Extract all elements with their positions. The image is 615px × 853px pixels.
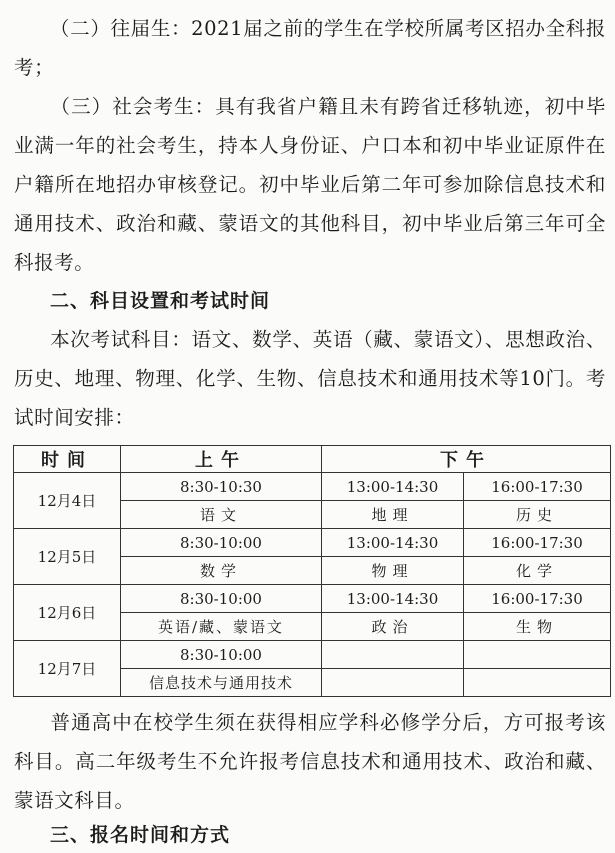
- date-cell: 12月5日: [14, 529, 121, 585]
- subject-cell: 物理: [322, 557, 464, 585]
- subject-cell: [464, 669, 611, 697]
- subject-cell: 数学: [121, 557, 322, 585]
- time-cell: 16:00-17:30: [464, 473, 611, 501]
- time-cell: 8:30-10:00: [121, 641, 322, 669]
- para-social-candidates: [14, 87, 606, 282]
- subject-cell: 信息技术与通用技术: [121, 669, 322, 697]
- para-past-students: [14, 9, 606, 87]
- table-row: [14, 641, 611, 669]
- para-requirements: [14, 703, 606, 820]
- section-heading-registration: 三、报名时间和方式: [50, 824, 231, 846]
- time-cell: 8:30-10:00: [121, 529, 322, 557]
- exam-schedule-table: [13, 445, 611, 697]
- table-row: [14, 585, 611, 613]
- para-text: （三）社会考生：具有我省户籍且未有跨省迁移轨迹，初中毕业满一年的社会考生，持本人身份证、户口本和初中毕业证原件在户籍所在地招办审核登记。初中毕业后第二年可参加除信息技术和通用技术、政治和藏、蒙语文的其他科目，初中毕业后第三年可全科报考。: [14, 95, 606, 274]
- header-time: 时间: [14, 446, 121, 473]
- time-cell: [464, 641, 611, 669]
- para-text: 普通高中在校学生须在获得相应学科必修学分后，方可报考该科目。高二年级考生不允许报考信息技术和通用技术、政治和藏、蒙语文科目。: [14, 711, 606, 812]
- header-morning: 上午: [121, 446, 322, 473]
- table-header-row: [14, 446, 611, 473]
- time-cell: 13:00-14:30: [322, 473, 464, 501]
- table-row: [14, 529, 611, 557]
- time-cell: 16:00-17:30: [464, 585, 611, 613]
- date-cell: 12月6日: [14, 585, 121, 641]
- subject-cell: 英语/藏、蒙语文: [121, 613, 322, 641]
- subject-cell: 生物: [464, 613, 611, 641]
- para-text: 本次考试科目：语文、数学、英语（藏、蒙语文）、思想政治、历史、地理、物理、化学、生物、信息技术和通用技术等10门。考试时间安排：: [14, 328, 606, 429]
- time-cell: 16:00-17:30: [464, 529, 611, 557]
- section-heading-subjects: 二、科目设置和考试时间: [50, 290, 271, 312]
- time-cell: 13:00-14:30: [322, 585, 464, 613]
- subject-cell: 历史: [464, 501, 611, 529]
- date-cell: 12月4日: [14, 473, 121, 529]
- time-cell: 13:00-14:30: [322, 529, 464, 557]
- header-afternoon: 下午: [322, 446, 611, 473]
- subject-cell: 化学: [464, 557, 611, 585]
- time-cell: 8:30-10:00: [121, 585, 322, 613]
- subject-cell: 政治: [322, 613, 464, 641]
- para-text: （二）往届生：2021届之前的学生在学校所属考区招办全科报考；: [14, 17, 606, 79]
- time-cell: 8:30-10:30: [121, 473, 322, 501]
- date-cell: 12月7日: [14, 641, 121, 697]
- table-row: [14, 473, 611, 501]
- para-subjects: [14, 320, 606, 437]
- subject-cell: 语文: [121, 501, 322, 529]
- subject-cell: 地理: [322, 501, 464, 529]
- subject-cell: [322, 669, 464, 697]
- time-cell: [322, 641, 464, 669]
